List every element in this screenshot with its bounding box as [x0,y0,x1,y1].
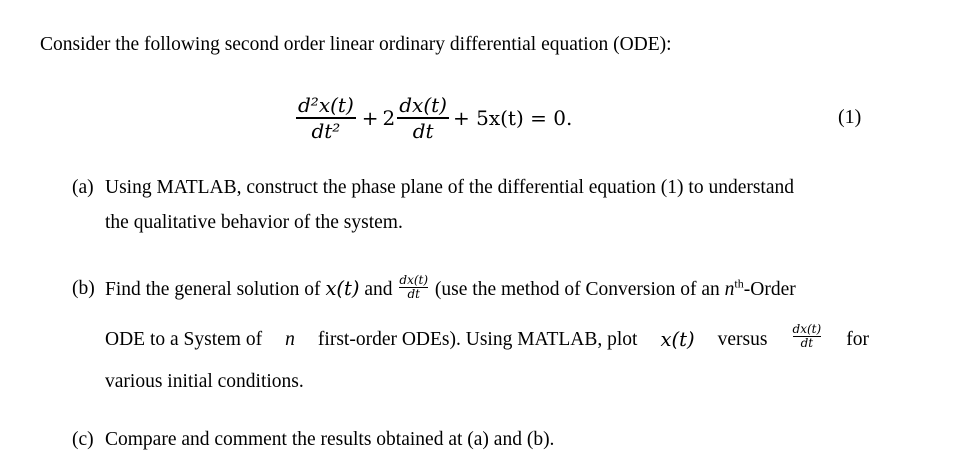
superscript-th: th [734,276,744,291]
coefficient: 2 [382,106,396,130]
part-b-text: first-order ODEs). Using MATLAB, plot [317,328,638,350]
part-b-text: (use the method of Conversion of an [434,279,720,300]
fraction-denominator: dt² [311,118,341,143]
part-a-line2: the qualitative behavior of the system. [105,212,403,233]
part-b-line1 [105,273,796,304]
part-b-text: Find the general solution of [105,279,321,300]
part-b-label: (b) [72,278,95,299]
part-b-text: for [846,328,869,350]
part-b-text: ODE to a System of [105,328,263,350]
equation-1 [294,92,572,144]
fraction-numerator: dx(t) [399,273,429,288]
first-derivative-fraction [397,93,449,142]
plus-sign: + [361,106,379,130]
part-b-line3: various initial conditions. [105,371,304,392]
fraction-denominator: dt [407,287,420,302]
part-b-text: -Order [743,279,796,300]
variable-n: n [724,279,735,300]
equation-remainder: + 5x(t) = 0. [452,106,573,130]
intro-text: Consider the following second order linear ordinary differential equation (ODE): [40,34,672,55]
inline-derivative-fraction [399,274,428,301]
second-derivative-fraction [296,93,356,142]
inline-derivative-fraction [793,323,822,350]
part-a-line1: Using MATLAB, construct the phase plane of the differential equation (1) to understand [105,177,795,198]
fraction-denominator: dt [412,118,434,143]
part-a-label: (a) [72,177,94,198]
fraction-numerator: d²x(t) [298,93,354,118]
part-c-line1: Compare and comment the results obtained at (a) and (b). [105,429,555,450]
part-b-text: versus [717,328,768,350]
part-b-line2 [105,322,869,353]
part-c-label: (c) [72,429,94,450]
variable-xt: x(t) [325,277,360,300]
fraction-numerator: dx(t) [399,93,447,118]
part-b-text: and [364,279,393,300]
variable-n: n [285,328,295,350]
fraction-denominator: dt [800,336,814,350]
equation-number: (1) [838,106,862,128]
variable-xt: x(t) [660,327,695,351]
fraction-numerator: dx(t) [792,322,822,336]
